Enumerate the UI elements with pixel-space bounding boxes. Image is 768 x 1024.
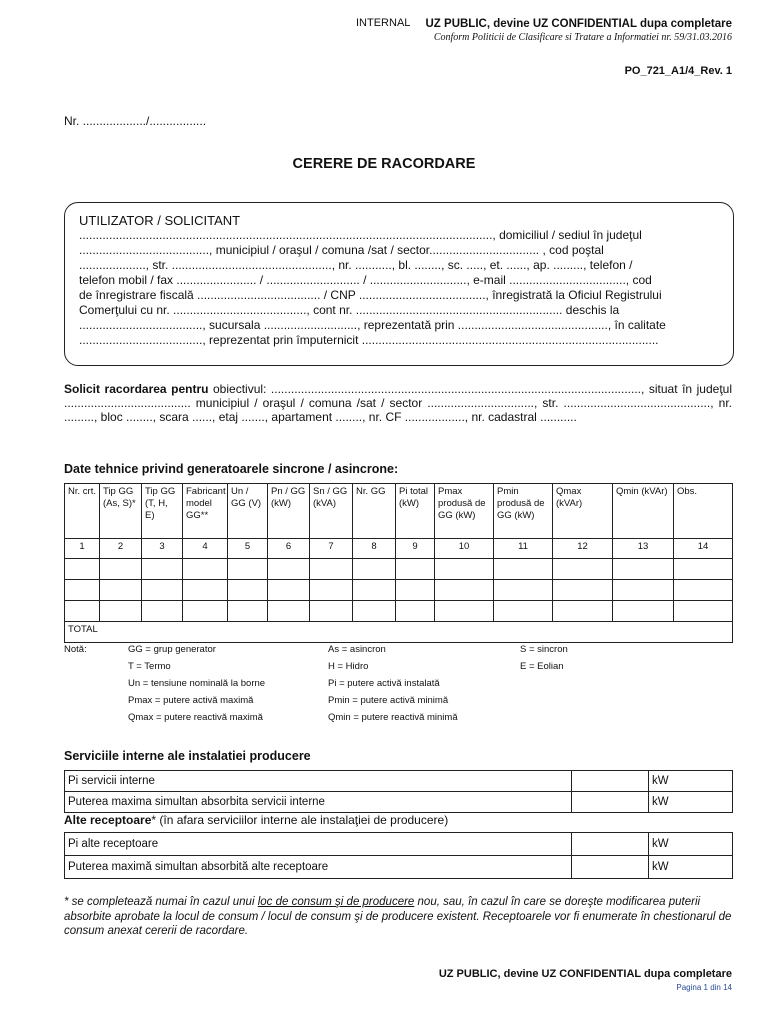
table-cell[interactable]: [183, 559, 228, 580]
note-item: E = Eolian: [520, 661, 564, 672]
footnote: [64, 895, 732, 939]
column-number: 4: [183, 539, 228, 559]
column-header: Tip GG (As, S)*: [100, 484, 142, 539]
column-header: Qmax (kVAr): [553, 484, 613, 539]
unit-label: kW: [649, 771, 733, 792]
note-item: GG = grup generator: [128, 644, 216, 655]
table-cell[interactable]: [553, 580, 613, 601]
column-number: 14: [674, 539, 733, 559]
row-label: Pi servicii interne: [65, 771, 572, 792]
internal-services-table: [64, 770, 733, 813]
table-cell[interactable]: [65, 559, 100, 580]
table-cell[interactable]: [613, 580, 674, 601]
row-label: Pi alte receptoare: [65, 833, 572, 856]
row-label: Puterea maxima simultan absorbita servicii interne: [65, 792, 572, 813]
column-number: 1: [65, 539, 100, 559]
table-cell[interactable]: [183, 580, 228, 601]
table-cell[interactable]: [310, 559, 353, 580]
table-cell[interactable]: [142, 580, 183, 601]
column-number: 11: [494, 539, 553, 559]
column-number: 9: [396, 539, 435, 559]
note-item: Pmin = putere activă minimă: [328, 695, 449, 706]
table-cell[interactable]: [268, 601, 310, 622]
table-cell[interactable]: [100, 601, 142, 622]
column-number: 7: [310, 539, 353, 559]
applicant-line[interactable]: ............................................................................................................................, domiciliul / sediul în judeţul: [79, 228, 642, 242]
other-receivers-heading: [64, 813, 448, 827]
unit-label: kW: [649, 833, 733, 856]
column-header: Fabricant model GG**: [183, 484, 228, 539]
other-receivers-note: * (în afara serviciilor interne ale instalaţiei de producere): [151, 813, 449, 827]
note-item: Qmin = putere reactivă minimă: [328, 712, 458, 723]
column-number: 10: [435, 539, 494, 559]
table-cell[interactable]: [142, 559, 183, 580]
table-row: [65, 792, 733, 813]
table-cell[interactable]: [674, 580, 733, 601]
table-row: [65, 559, 733, 580]
note-item: Pmax = putere activă maximă: [128, 695, 254, 706]
column-header: Pmax produsă de GG (kW): [435, 484, 494, 539]
table-cell[interactable]: [65, 601, 100, 622]
value-input[interactable]: [572, 792, 649, 813]
generators-table: [64, 483, 733, 643]
table-cell[interactable]: [65, 580, 100, 601]
column-number: 2: [100, 539, 142, 559]
table-cell[interactable]: [228, 601, 268, 622]
table-cell[interactable]: [553, 601, 613, 622]
table-cell[interactable]: [100, 580, 142, 601]
table-cell[interactable]: [435, 601, 494, 622]
registration-number-field[interactable]: Nr. .................../.................: [64, 114, 207, 128]
applicant-heading: UTILIZATOR / SOLICITANT: [79, 213, 241, 228]
table-cell[interactable]: [353, 580, 396, 601]
applicant-line[interactable]: ....................................., sucursala ............................, reprezentată prin ............................................., în calitate: [79, 318, 666, 332]
table-cell[interactable]: [435, 580, 494, 601]
table-cell[interactable]: [553, 559, 613, 580]
table-cell[interactable]: [494, 580, 553, 601]
generators-heading: Date tehnice privind generatoarele sincrone / asincrone:: [64, 462, 399, 476]
classification-footer: UZ PUBLIC, devine UZ CONFIDENTIAL dupa completare: [438, 968, 732, 980]
column-header: Nr. crt.: [65, 484, 100, 539]
applicant-line[interactable]: ....................................., reprezentat prin împuternicit .........................................................................................: [79, 333, 659, 347]
value-input[interactable]: [572, 771, 649, 792]
table-cell[interactable]: [353, 601, 396, 622]
table-cell[interactable]: [435, 559, 494, 580]
other-receivers-table: [64, 832, 733, 879]
column-header: Tip GG (T, H, E): [142, 484, 183, 539]
column-header: Pn / GG (kW): [268, 484, 310, 539]
column-header: Nr. GG: [353, 484, 396, 539]
table-row: [65, 833, 733, 856]
table-row: [65, 601, 733, 622]
document-code: PO_721_A1/4_Rev. 1: [624, 65, 732, 77]
footnote-underlined: loc de consum şi de producere: [257, 896, 415, 908]
column-number: 8: [353, 539, 396, 559]
column-header: Qmin (kVAr): [613, 484, 674, 539]
footnote-post: nou, sau, în cazul în care se doreşte modificarea puterii absorbite aprobate la locul de consum / locul de consum şi de producere existent. Receptoarele vor fi enumerate în chestionarul de consum anexat cererii de racordare.: [64, 896, 732, 937]
table-cell[interactable]: [494, 601, 553, 622]
page-number: Pagina 1 din 14: [676, 983, 732, 992]
request-text[interactable]: obiectivul: ..............................................................................................................., situat în judeţul ...................................... municipiul / oraşul / comuna /sat / sector ................................, str. ............................................, nr. ........., bloc ........, scara ......, etaj ......., apartament ........, nr. CF .................., nr. cadastral ...........: [64, 382, 732, 425]
unit-label: kW: [649, 792, 733, 813]
internal-services-heading: Serviciile interne ale instalatiei producere: [64, 749, 311, 763]
classification-header: UZ PUBLIC, devine UZ CONFIDENTIAL dupa completare: [425, 18, 732, 30]
note-item: Un = tensiune nominală la borne: [128, 678, 266, 689]
applicant-line[interactable]: telefon mobil / fax ........................ / ............................ / ............................., e-mail ..................................., cod: [79, 273, 652, 287]
table-cell[interactable]: [100, 559, 142, 580]
table-cell[interactable]: [268, 580, 310, 601]
table-cell[interactable]: [396, 601, 435, 622]
applicant-text: [79, 213, 707, 348]
table-cell[interactable]: [613, 601, 674, 622]
applicant-line[interactable]: ......................................., municipiul / oraşul / comuna /sat / sector................................. , cod poştal: [79, 243, 604, 257]
table-row: [65, 856, 733, 879]
column-number: 5: [228, 539, 268, 559]
column-header: Un / GG (V): [228, 484, 268, 539]
value-input[interactable]: [572, 856, 649, 879]
connection-request-paragraph[interactable]: [64, 382, 732, 425]
note-item: As = asincron: [328, 644, 386, 655]
applicant-line[interactable]: de înregistrare fiscală ..................................... / CNP ......................................, înregistrată la Oficiul Registrului: [79, 288, 662, 302]
applicant-line[interactable]: ...................., str. ................................................, nr. ..........., bl. ........, sc. ....., et. ......, ap. ........., telefon /: [79, 258, 633, 272]
policy-reference: Conform Politicii de Clasificare si Tratare a Informatiei nr. 59/31.03.2016: [433, 32, 732, 43]
note-item: H = Hidro: [328, 661, 369, 672]
column-header: Pmin produsă de GG (kW): [494, 484, 553, 539]
page-title: CERERE DE RACORDARE: [292, 156, 476, 172]
notes-label: Notă:: [64, 644, 87, 655]
column-number: 3: [142, 539, 183, 559]
table-cell[interactable]: [674, 601, 733, 622]
other-receivers-bold: Alte receptoare: [64, 813, 152, 827]
column-header: Sn / GG (kVA): [310, 484, 353, 539]
column-number: 6: [268, 539, 310, 559]
note-item: Pi = putere activă instalată: [328, 678, 440, 689]
column-header: Obs.: [674, 484, 733, 539]
internal-label: INTERNAL: [356, 17, 411, 29]
table-cell[interactable]: [228, 559, 268, 580]
value-input[interactable]: [572, 833, 649, 856]
table-row: [65, 771, 733, 792]
unit-label: kW: [649, 856, 733, 879]
note-item: T = Termo: [128, 661, 171, 672]
table-cell[interactable]: [268, 559, 310, 580]
row-label: Puterea maximă simultan absorbită alte receptoare: [65, 856, 572, 879]
table-cell[interactable]: [494, 559, 553, 580]
table-row: [65, 580, 733, 601]
table-cell[interactable]: [353, 559, 396, 580]
total-label: TOTAL: [65, 622, 733, 643]
table-cell[interactable]: [396, 580, 435, 601]
note-item: Qmax = putere reactivă maximă: [128, 712, 263, 723]
footnote-pre: * se completează numai în cazul unui: [64, 896, 258, 908]
note-item: S = sincron: [520, 644, 568, 655]
request-lead: Solicit racordarea pentru: [64, 382, 209, 396]
table-cell[interactable]: [396, 559, 435, 580]
column-header: Pi total (kW): [396, 484, 435, 539]
column-number: 12: [553, 539, 613, 559]
table-cell[interactable]: [228, 580, 268, 601]
table-cell[interactable]: [310, 601, 353, 622]
table-cell[interactable]: [613, 559, 674, 580]
table-cell[interactable]: [310, 580, 353, 601]
table-cell[interactable]: [674, 559, 733, 580]
applicant-line[interactable]: Comerţului cu nr. ........................................, cont nr. .............................................................. deschis la: [79, 303, 620, 317]
table-cell[interactable]: [142, 601, 183, 622]
column-number: 13: [613, 539, 674, 559]
table-cell[interactable]: [183, 601, 228, 622]
total-row: [65, 622, 733, 643]
